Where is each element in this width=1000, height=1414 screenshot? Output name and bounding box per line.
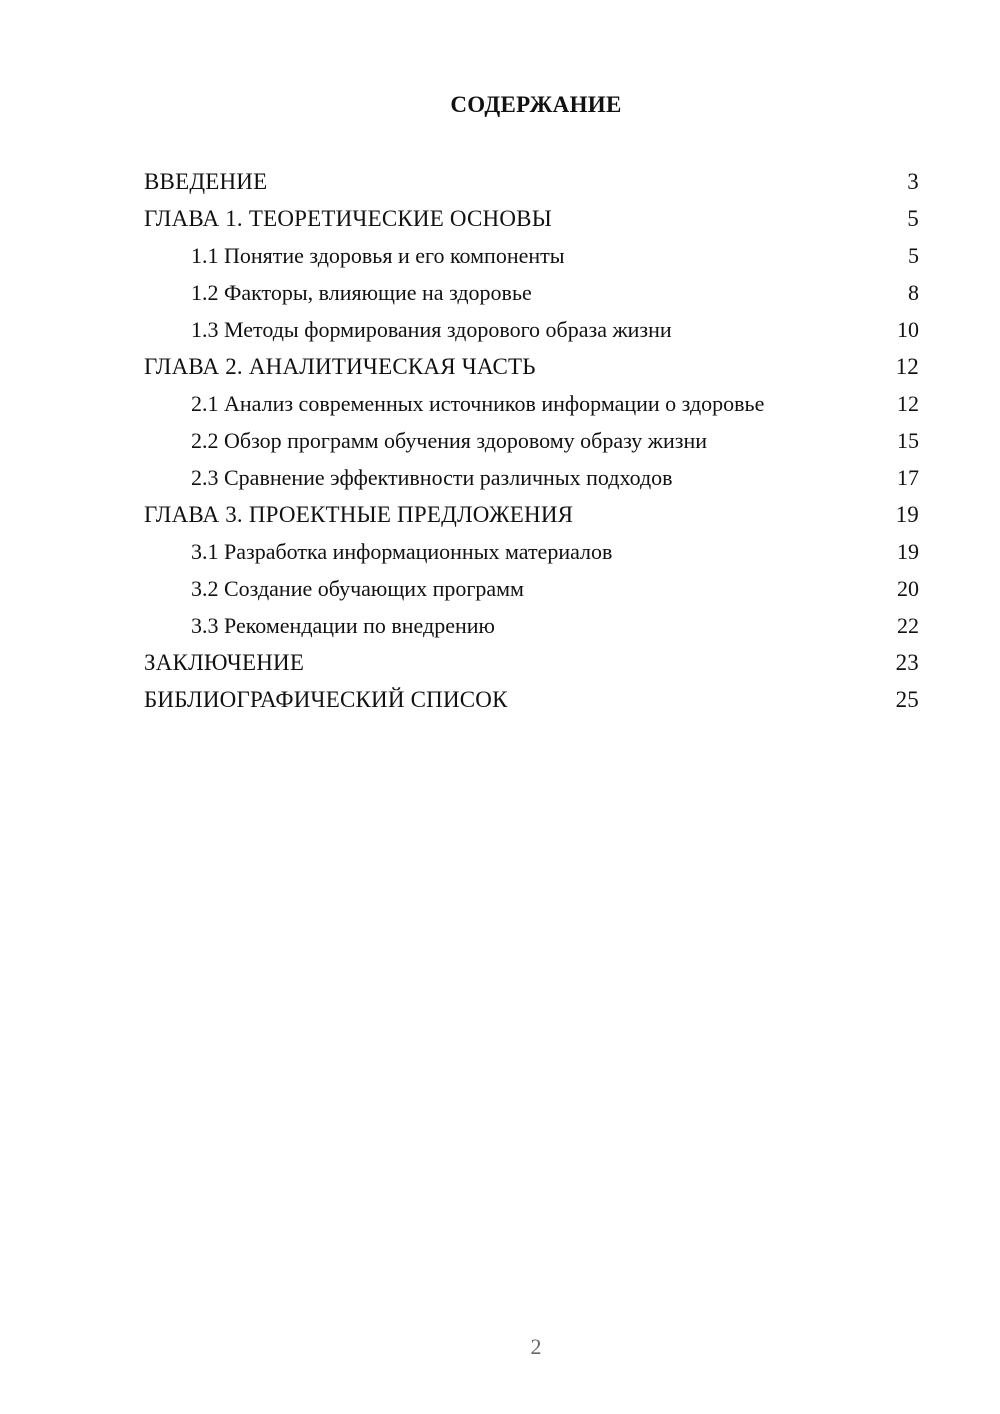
toc-entry[interactable] bbox=[144, 538, 919, 565]
toc-entry-title: 1.1 Понятие здоровья и его компоненты bbox=[191, 243, 565, 268]
toc-entry-page: 12 bbox=[897, 391, 919, 416]
toc-entry[interactable] bbox=[144, 612, 919, 639]
toc-entry-title: ГЛАВА 2. АНАЛИТИЧЕСКАЯ ЧАСТЬ bbox=[144, 354, 536, 379]
toc-entry-title: 2.3 Сравнение эффективности различных подходов bbox=[191, 465, 673, 490]
toc-entry-page: 3 bbox=[907, 169, 919, 194]
toc-entry[interactable] bbox=[144, 168, 919, 195]
page-number: 2 bbox=[530, 1334, 542, 1359]
toc-entry-title: 3.3 Рекомендации по внедрению bbox=[191, 613, 495, 638]
toc-entry-title: ВВЕДЕНИЕ bbox=[144, 169, 268, 194]
toc-entry[interactable] bbox=[144, 575, 919, 602]
toc-entry-page: 23 bbox=[895, 650, 919, 675]
toc-entry-page: 5 bbox=[907, 206, 919, 231]
toc-entry[interactable] bbox=[144, 501, 919, 528]
toc-entry-page: 19 bbox=[895, 502, 919, 527]
toc-entry-page: 25 bbox=[895, 687, 919, 712]
toc-entry-page: 15 bbox=[897, 428, 919, 453]
toc-entry-page: 17 bbox=[897, 465, 919, 490]
toc-entry[interactable] bbox=[144, 464, 919, 491]
toc-entry-page: 12 bbox=[895, 354, 919, 379]
page-title: СОДЕРЖАНИЕ bbox=[450, 92, 622, 117]
table-of-contents bbox=[144, 168, 919, 723]
toc-entry-page: 10 bbox=[897, 317, 919, 342]
toc-entry-page: 20 bbox=[897, 576, 919, 601]
toc-entry-title: 2.2 Обзор программ обучения здоровому образу жизни bbox=[191, 428, 708, 453]
toc-entry-title: ГЛАВА 1. ТЕОРЕТИЧЕСКИЕ ОСНОВЫ bbox=[144, 206, 552, 231]
toc-entry-title: БИБЛИОГРАФИЧЕСКИЙ СПИСОК bbox=[144, 687, 508, 712]
toc-entry[interactable] bbox=[144, 316, 919, 343]
toc-entry[interactable] bbox=[144, 242, 919, 269]
toc-entry[interactable] bbox=[144, 427, 919, 454]
toc-entry[interactable] bbox=[144, 390, 919, 417]
toc-entry-title: 3.1 Разработка информационных материалов bbox=[191, 539, 613, 564]
toc-entry-title: 1.2 Факторы, влияющие на здоровье bbox=[191, 280, 532, 305]
toc-entry-title: ЗАКЛЮЧЕНИЕ bbox=[144, 650, 305, 675]
toc-entry-page: 19 bbox=[897, 539, 919, 564]
toc-entry[interactable] bbox=[144, 353, 919, 380]
toc-entry-page: 8 bbox=[908, 280, 919, 305]
toc-entry-title: 1.3 Методы формирования здорового образа жизни bbox=[191, 317, 672, 342]
toc-entry[interactable] bbox=[144, 686, 919, 713]
toc-entry-page: 22 bbox=[897, 613, 919, 638]
toc-entry-title: 2.1 Анализ современных источников информации о здоровье bbox=[191, 391, 765, 416]
toc-entry-page: 5 bbox=[908, 243, 919, 268]
toc-entry-title: 3.2 Создание обучающих программ bbox=[191, 576, 524, 601]
toc-entry[interactable] bbox=[144, 279, 919, 306]
toc-entry[interactable] bbox=[144, 205, 919, 232]
toc-entry[interactable] bbox=[144, 649, 919, 676]
toc-entry-title: ГЛАВА 3. ПРОЕКТНЫЕ ПРЕДЛОЖЕНИЯ bbox=[144, 502, 574, 527]
